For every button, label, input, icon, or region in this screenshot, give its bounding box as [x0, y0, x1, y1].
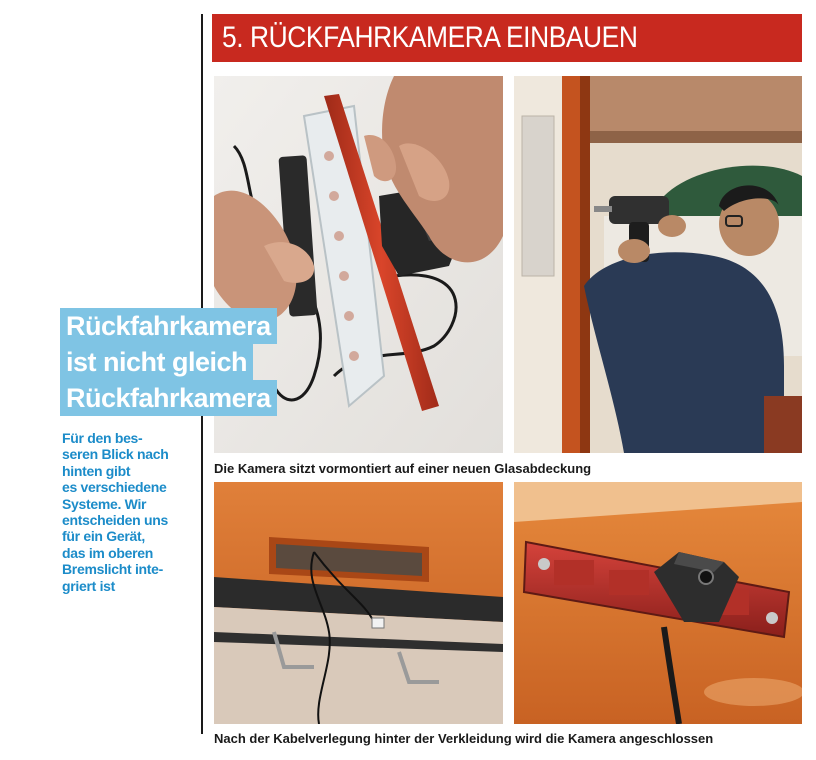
caption-bottom: Nach der Kabelverlegung hinter der Verkleidung wird die Kamera angeschlossen — [214, 731, 714, 746]
photo-brake-light-opening-with-cable — [214, 482, 503, 724]
section-header — [212, 14, 802, 62]
headline-line-1: Rückfahrkamera — [60, 308, 277, 344]
photo-man-drilling-in-van — [514, 76, 802, 453]
sidebar-headline — [60, 308, 272, 416]
photo-mounted-camera-on-brake-light — [514, 482, 802, 724]
headline-line-2: ist nicht gleich — [60, 344, 253, 380]
headline-line-3: Rückfahrkamera — [60, 380, 277, 416]
section-title: 5. RÜCKFAHRKAMERA EINBAUEN — [222, 21, 638, 54]
sidebar-body-text: Für den bes- seren Blick nach hinten gibt es verschiedene Systeme. Wir entscheiden uns für ein Gerät, das im oberen Bremslicht inte- griert ist — [62, 430, 169, 594]
caption-top: Die Kamera sitzt vormontiert auf einer neuen Glasabdeckung — [214, 461, 592, 476]
